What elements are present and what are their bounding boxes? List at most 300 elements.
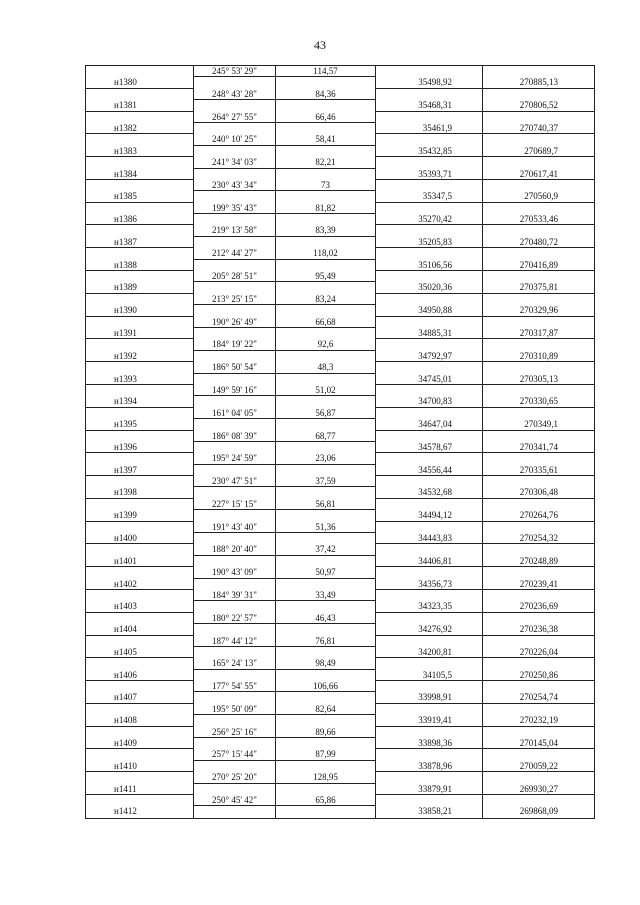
y-cell: 270806,52 xyxy=(483,100,594,111)
y-cell: 270416,89 xyxy=(483,260,594,271)
x-cell: 35432,85 xyxy=(376,146,483,157)
length-cell xyxy=(276,214,376,225)
table-row xyxy=(86,465,594,476)
y-cell xyxy=(483,522,594,533)
y-cell: 269930,27 xyxy=(483,784,594,795)
x-cell: 35347,5 xyxy=(376,191,483,202)
length-cell: 48,3 xyxy=(276,362,376,373)
table-row xyxy=(86,191,594,202)
point-cell xyxy=(86,727,194,738)
y-cell: 270254,32 xyxy=(483,533,594,544)
length-cell xyxy=(276,624,376,635)
y-cell xyxy=(483,89,594,100)
point-cell: н1389 xyxy=(86,282,194,293)
length-cell xyxy=(276,487,376,498)
length-cell xyxy=(276,533,376,544)
y-cell xyxy=(483,772,594,783)
x-cell xyxy=(376,749,483,760)
table-row xyxy=(86,658,594,669)
point-cell: н1409 xyxy=(86,738,194,749)
length-cell xyxy=(276,146,376,157)
angle-cell: 227° 15' 15" xyxy=(194,499,276,510)
table-row xyxy=(86,647,594,658)
angle-cell: 264° 27' 55" xyxy=(194,112,276,123)
y-cell: 270250,86 xyxy=(483,670,594,681)
x-cell xyxy=(376,727,483,738)
angle-cell xyxy=(194,100,276,111)
x-cell: 35020,36 xyxy=(376,282,483,293)
angle-cell: 250° 45' 42" xyxy=(194,795,276,806)
y-cell: 270329,96 xyxy=(483,305,594,316)
length-cell: 37,42 xyxy=(276,544,376,555)
length-cell xyxy=(276,260,376,271)
x-cell: 35393,71 xyxy=(376,169,483,180)
y-cell: 270306,48 xyxy=(483,487,594,498)
point-cell: н1411 xyxy=(86,784,194,795)
y-cell: 270689,7 xyxy=(483,146,594,157)
table-row xyxy=(86,237,594,248)
y-cell xyxy=(483,590,594,601)
table-row xyxy=(86,180,594,191)
point-cell: н1396 xyxy=(86,442,194,453)
x-cell xyxy=(376,431,483,442)
angle-cell xyxy=(194,624,276,635)
angle-cell: 177° 54' 55" xyxy=(194,681,276,692)
x-cell: 34885,31 xyxy=(376,328,483,339)
table-row xyxy=(86,362,594,373)
table-row xyxy=(86,795,594,806)
table-row xyxy=(86,431,594,442)
x-cell: 33878,96 xyxy=(376,761,483,772)
x-cell: 33879,91 xyxy=(376,784,483,795)
x-cell: 33998,91 xyxy=(376,692,483,703)
y-cell: 270236,69 xyxy=(483,601,594,612)
angle-cell: 149° 59' 16" xyxy=(194,385,276,396)
point-cell: н1380 xyxy=(86,77,194,88)
angle-cell: 205° 28' 51" xyxy=(194,271,276,282)
table-row xyxy=(86,590,594,601)
table-row xyxy=(86,772,594,783)
length-cell: 50,97 xyxy=(276,567,376,578)
angle-cell xyxy=(194,396,276,407)
table-row xyxy=(86,806,594,817)
point-cell: н1410 xyxy=(86,761,194,772)
angle-cell xyxy=(194,123,276,134)
x-cell xyxy=(376,658,483,669)
angle-cell xyxy=(194,442,276,453)
y-cell xyxy=(483,431,594,442)
y-cell xyxy=(483,112,594,123)
angle-cell xyxy=(194,556,276,567)
point-cell: н1381 xyxy=(86,100,194,111)
point-cell xyxy=(86,385,194,396)
angle-cell: 190° 26' 49" xyxy=(194,317,276,328)
angle-cell: 190° 43' 09" xyxy=(194,567,276,578)
length-cell xyxy=(276,715,376,726)
point-cell xyxy=(86,590,194,601)
table-row xyxy=(86,214,594,225)
table-row xyxy=(86,134,594,145)
point-cell xyxy=(86,544,194,555)
angle-cell xyxy=(194,533,276,544)
table-row xyxy=(86,89,594,100)
angle-cell xyxy=(194,328,276,339)
x-cell: 34792,97 xyxy=(376,351,483,362)
x-cell xyxy=(376,385,483,396)
angle-cell xyxy=(194,214,276,225)
table-row xyxy=(86,294,594,305)
y-cell xyxy=(483,385,594,396)
x-cell xyxy=(376,704,483,715)
angle-cell: 165° 24' 13" xyxy=(194,658,276,669)
length-cell xyxy=(276,77,376,88)
angle-cell: 240° 10' 25" xyxy=(194,134,276,145)
point-cell: н1412 xyxy=(86,806,194,817)
length-cell: 98,49 xyxy=(276,658,376,669)
point-cell: н1404 xyxy=(86,624,194,635)
length-cell: 82,21 xyxy=(276,157,376,168)
angle-cell: 186° 08' 39" xyxy=(194,431,276,442)
y-cell xyxy=(483,294,594,305)
x-cell: 34200,81 xyxy=(376,647,483,658)
angle-cell: 199° 35' 43" xyxy=(194,203,276,214)
point-cell xyxy=(86,749,194,760)
length-cell xyxy=(276,191,376,202)
point-cell: н1392 xyxy=(86,351,194,362)
x-cell xyxy=(376,362,483,373)
y-cell: 270349,1 xyxy=(483,419,594,430)
y-cell xyxy=(483,134,594,145)
angle-cell xyxy=(194,806,276,817)
y-cell: 270226,04 xyxy=(483,647,594,658)
point-cell: н1385 xyxy=(86,191,194,202)
x-cell xyxy=(376,294,483,305)
table-row xyxy=(86,260,594,271)
point-cell xyxy=(86,134,194,145)
length-cell: 23,06 xyxy=(276,453,376,464)
point-cell: н1400 xyxy=(86,533,194,544)
x-cell: 34647,04 xyxy=(376,419,483,430)
point-cell: н1406 xyxy=(86,670,194,681)
length-cell xyxy=(276,305,376,316)
angle-cell xyxy=(194,419,276,430)
angle-cell xyxy=(194,191,276,202)
table-row xyxy=(86,271,594,282)
table-row xyxy=(86,613,594,624)
y-cell xyxy=(483,613,594,624)
table-row xyxy=(86,487,594,498)
point-cell: н1387 xyxy=(86,237,194,248)
length-cell: 84,36 xyxy=(276,89,376,100)
length-cell xyxy=(276,419,376,430)
x-cell: 35106,56 xyxy=(376,260,483,271)
angle-cell xyxy=(194,579,276,590)
y-cell xyxy=(483,567,594,578)
length-cell: 118,02 xyxy=(276,248,376,259)
point-cell: н1394 xyxy=(86,396,194,407)
y-cell: 270335,61 xyxy=(483,465,594,476)
x-cell: 35205,83 xyxy=(376,237,483,248)
angle-cell: 219° 13' 58" xyxy=(194,225,276,236)
angle-cell: 188° 20' 40" xyxy=(194,544,276,555)
table-row xyxy=(86,374,594,385)
y-cell: 270239,41 xyxy=(483,579,594,590)
point-cell xyxy=(86,613,194,624)
y-cell: 270310,89 xyxy=(483,351,594,362)
x-cell: 34443,83 xyxy=(376,533,483,544)
table-row xyxy=(86,601,594,612)
y-cell xyxy=(483,157,594,168)
x-cell xyxy=(376,112,483,123)
length-cell: 87,99 xyxy=(276,749,376,760)
length-cell: 81,82 xyxy=(276,203,376,214)
y-cell xyxy=(483,180,594,191)
y-cell xyxy=(483,339,594,350)
point-cell: н1397 xyxy=(86,465,194,476)
point-cell xyxy=(86,476,194,487)
angle-cell xyxy=(194,647,276,658)
point-cell: н1393 xyxy=(86,374,194,385)
table-row xyxy=(86,442,594,453)
x-cell: 34406,81 xyxy=(376,556,483,567)
angle-cell: 187° 44' 12" xyxy=(194,636,276,647)
table-row xyxy=(86,704,594,715)
y-cell: 270885,13 xyxy=(483,77,594,88)
table-row xyxy=(86,248,594,259)
y-cell: 270254,74 xyxy=(483,692,594,703)
table-row xyxy=(86,749,594,760)
y-cell xyxy=(483,453,594,464)
length-cell xyxy=(276,465,376,476)
point-cell xyxy=(86,567,194,578)
y-cell xyxy=(483,749,594,760)
length-cell: 66,46 xyxy=(276,112,376,123)
y-cell xyxy=(483,544,594,555)
length-cell: 114,57 xyxy=(276,66,376,77)
table-row xyxy=(86,225,594,236)
length-cell: 83,39 xyxy=(276,225,376,236)
table-row xyxy=(86,123,594,134)
x-cell xyxy=(376,89,483,100)
x-cell xyxy=(376,248,483,259)
length-cell xyxy=(276,670,376,681)
table-row xyxy=(86,624,594,635)
length-cell xyxy=(276,692,376,703)
x-cell xyxy=(376,681,483,692)
y-cell xyxy=(483,681,594,692)
length-cell xyxy=(276,100,376,111)
x-cell xyxy=(376,636,483,647)
length-cell: 68,77 xyxy=(276,431,376,442)
x-cell xyxy=(376,339,483,350)
angle-cell xyxy=(194,601,276,612)
length-cell xyxy=(276,328,376,339)
point-cell: н1408 xyxy=(86,715,194,726)
table-row xyxy=(86,351,594,362)
angle-cell xyxy=(194,282,276,293)
table-row xyxy=(86,408,594,419)
length-cell: 76,81 xyxy=(276,636,376,647)
angle-cell xyxy=(194,784,276,795)
point-cell xyxy=(86,772,194,783)
x-cell: 34494,12 xyxy=(376,510,483,521)
angle-cell xyxy=(194,715,276,726)
point-cell xyxy=(86,271,194,282)
x-cell xyxy=(376,544,483,555)
point-cell: н1382 xyxy=(86,123,194,134)
table-row xyxy=(86,567,594,578)
y-cell: 270317,87 xyxy=(483,328,594,339)
table-row xyxy=(86,453,594,464)
length-cell: 37,59 xyxy=(276,476,376,487)
table-row xyxy=(86,385,594,396)
x-cell xyxy=(376,522,483,533)
length-cell: 51,02 xyxy=(276,385,376,396)
length-cell: 92,6 xyxy=(276,339,376,350)
point-cell: н1390 xyxy=(86,305,194,316)
angle-cell: 256° 25' 16" xyxy=(194,727,276,738)
point-cell xyxy=(86,248,194,259)
length-cell xyxy=(276,784,376,795)
y-cell: 270617,41 xyxy=(483,169,594,180)
table-row xyxy=(86,499,594,510)
table-row xyxy=(86,339,594,350)
length-cell xyxy=(276,237,376,248)
point-cell xyxy=(86,408,194,419)
length-cell xyxy=(276,374,376,385)
angle-cell: 195° 50' 09" xyxy=(194,704,276,715)
y-cell: 270145,04 xyxy=(483,738,594,749)
y-cell xyxy=(483,317,594,328)
x-cell xyxy=(376,408,483,419)
table-row xyxy=(86,715,594,726)
y-cell: 270375,81 xyxy=(483,282,594,293)
angle-cell: 230° 43' 34" xyxy=(194,180,276,191)
table-row xyxy=(86,396,594,407)
angle-cell xyxy=(194,692,276,703)
angle-cell: 184° 19' 22" xyxy=(194,339,276,350)
length-cell xyxy=(276,601,376,612)
table-row xyxy=(86,636,594,647)
table-row xyxy=(86,146,594,157)
point-cell xyxy=(86,453,194,464)
angle-cell xyxy=(194,510,276,521)
angle-cell xyxy=(194,146,276,157)
y-cell xyxy=(483,408,594,419)
y-cell: 270341,74 xyxy=(483,442,594,453)
angle-cell xyxy=(194,260,276,271)
y-cell: 270560,9 xyxy=(483,191,594,202)
length-cell: 46,43 xyxy=(276,613,376,624)
y-cell: 270248,89 xyxy=(483,556,594,567)
table-row xyxy=(86,544,594,555)
y-cell xyxy=(483,704,594,715)
angle-cell: 161° 04' 05" xyxy=(194,408,276,419)
length-cell: 83,24 xyxy=(276,294,376,305)
table-row xyxy=(86,157,594,168)
table-row xyxy=(86,112,594,123)
x-cell: 34276,92 xyxy=(376,624,483,635)
angle-cell: 191° 43' 40" xyxy=(194,522,276,533)
length-cell: 73 xyxy=(276,180,376,191)
table-row xyxy=(86,533,594,544)
length-cell: 51,36 xyxy=(276,522,376,533)
point-cell xyxy=(86,339,194,350)
point-cell xyxy=(86,636,194,647)
x-cell: 34950,88 xyxy=(376,305,483,316)
point-cell xyxy=(86,89,194,100)
angle-cell xyxy=(194,351,276,362)
point-cell: н1401 xyxy=(86,556,194,567)
x-cell xyxy=(376,225,483,236)
point-cell xyxy=(86,795,194,806)
length-cell: 56,87 xyxy=(276,408,376,419)
table-row xyxy=(86,317,594,328)
x-cell xyxy=(376,795,483,806)
table-row xyxy=(86,522,594,533)
point-cell xyxy=(86,431,194,442)
angle-cell: 230° 47' 51" xyxy=(194,476,276,487)
point-cell xyxy=(86,294,194,305)
point-cell xyxy=(86,157,194,168)
length-cell xyxy=(276,761,376,772)
x-cell: 35498,92 xyxy=(376,77,483,88)
table-row xyxy=(86,761,594,772)
angle-cell: 245° 53' 29" xyxy=(194,66,276,77)
length-cell xyxy=(276,556,376,567)
y-cell xyxy=(483,658,594,669)
x-cell: 35468,31 xyxy=(376,100,483,111)
x-cell xyxy=(376,772,483,783)
angle-cell: 241° 34' 03" xyxy=(194,157,276,168)
x-cell xyxy=(376,590,483,601)
y-cell xyxy=(483,248,594,259)
y-cell xyxy=(483,795,594,806)
y-cell: 269868,09 xyxy=(519,806,558,817)
length-cell xyxy=(276,396,376,407)
y-cell: 270480,72 xyxy=(483,237,594,248)
point-cell: н1407 xyxy=(86,692,194,703)
x-cell xyxy=(376,271,483,282)
length-cell: 128,95 xyxy=(276,772,376,783)
point-cell xyxy=(86,658,194,669)
table-row xyxy=(86,692,594,703)
x-cell: 35270,42 xyxy=(376,214,483,225)
table-row xyxy=(86,100,594,111)
x-cell xyxy=(376,134,483,145)
point-cell xyxy=(86,180,194,191)
angle-cell xyxy=(194,670,276,681)
angle-cell: 186° 50' 54" xyxy=(194,362,276,373)
table-row xyxy=(86,66,594,77)
angle-cell: 180° 22' 57" xyxy=(194,613,276,624)
angle-cell: 195° 24' 59" xyxy=(194,453,276,464)
angle-cell: 212° 44' 27" xyxy=(194,248,276,259)
point-cell: н1399 xyxy=(86,510,194,521)
length-cell: 82,64 xyxy=(276,704,376,715)
table-row xyxy=(86,419,594,430)
length-cell xyxy=(276,169,376,180)
x-cell: 33919,41 xyxy=(376,715,483,726)
point-cell xyxy=(86,66,194,77)
angle-cell xyxy=(194,169,276,180)
angle-cell xyxy=(194,237,276,248)
y-cell: 270264,76 xyxy=(483,510,594,521)
table-row xyxy=(86,510,594,521)
x-cell: 34556,44 xyxy=(376,465,483,476)
length-cell: 58,41 xyxy=(276,134,376,145)
table-row xyxy=(86,476,594,487)
